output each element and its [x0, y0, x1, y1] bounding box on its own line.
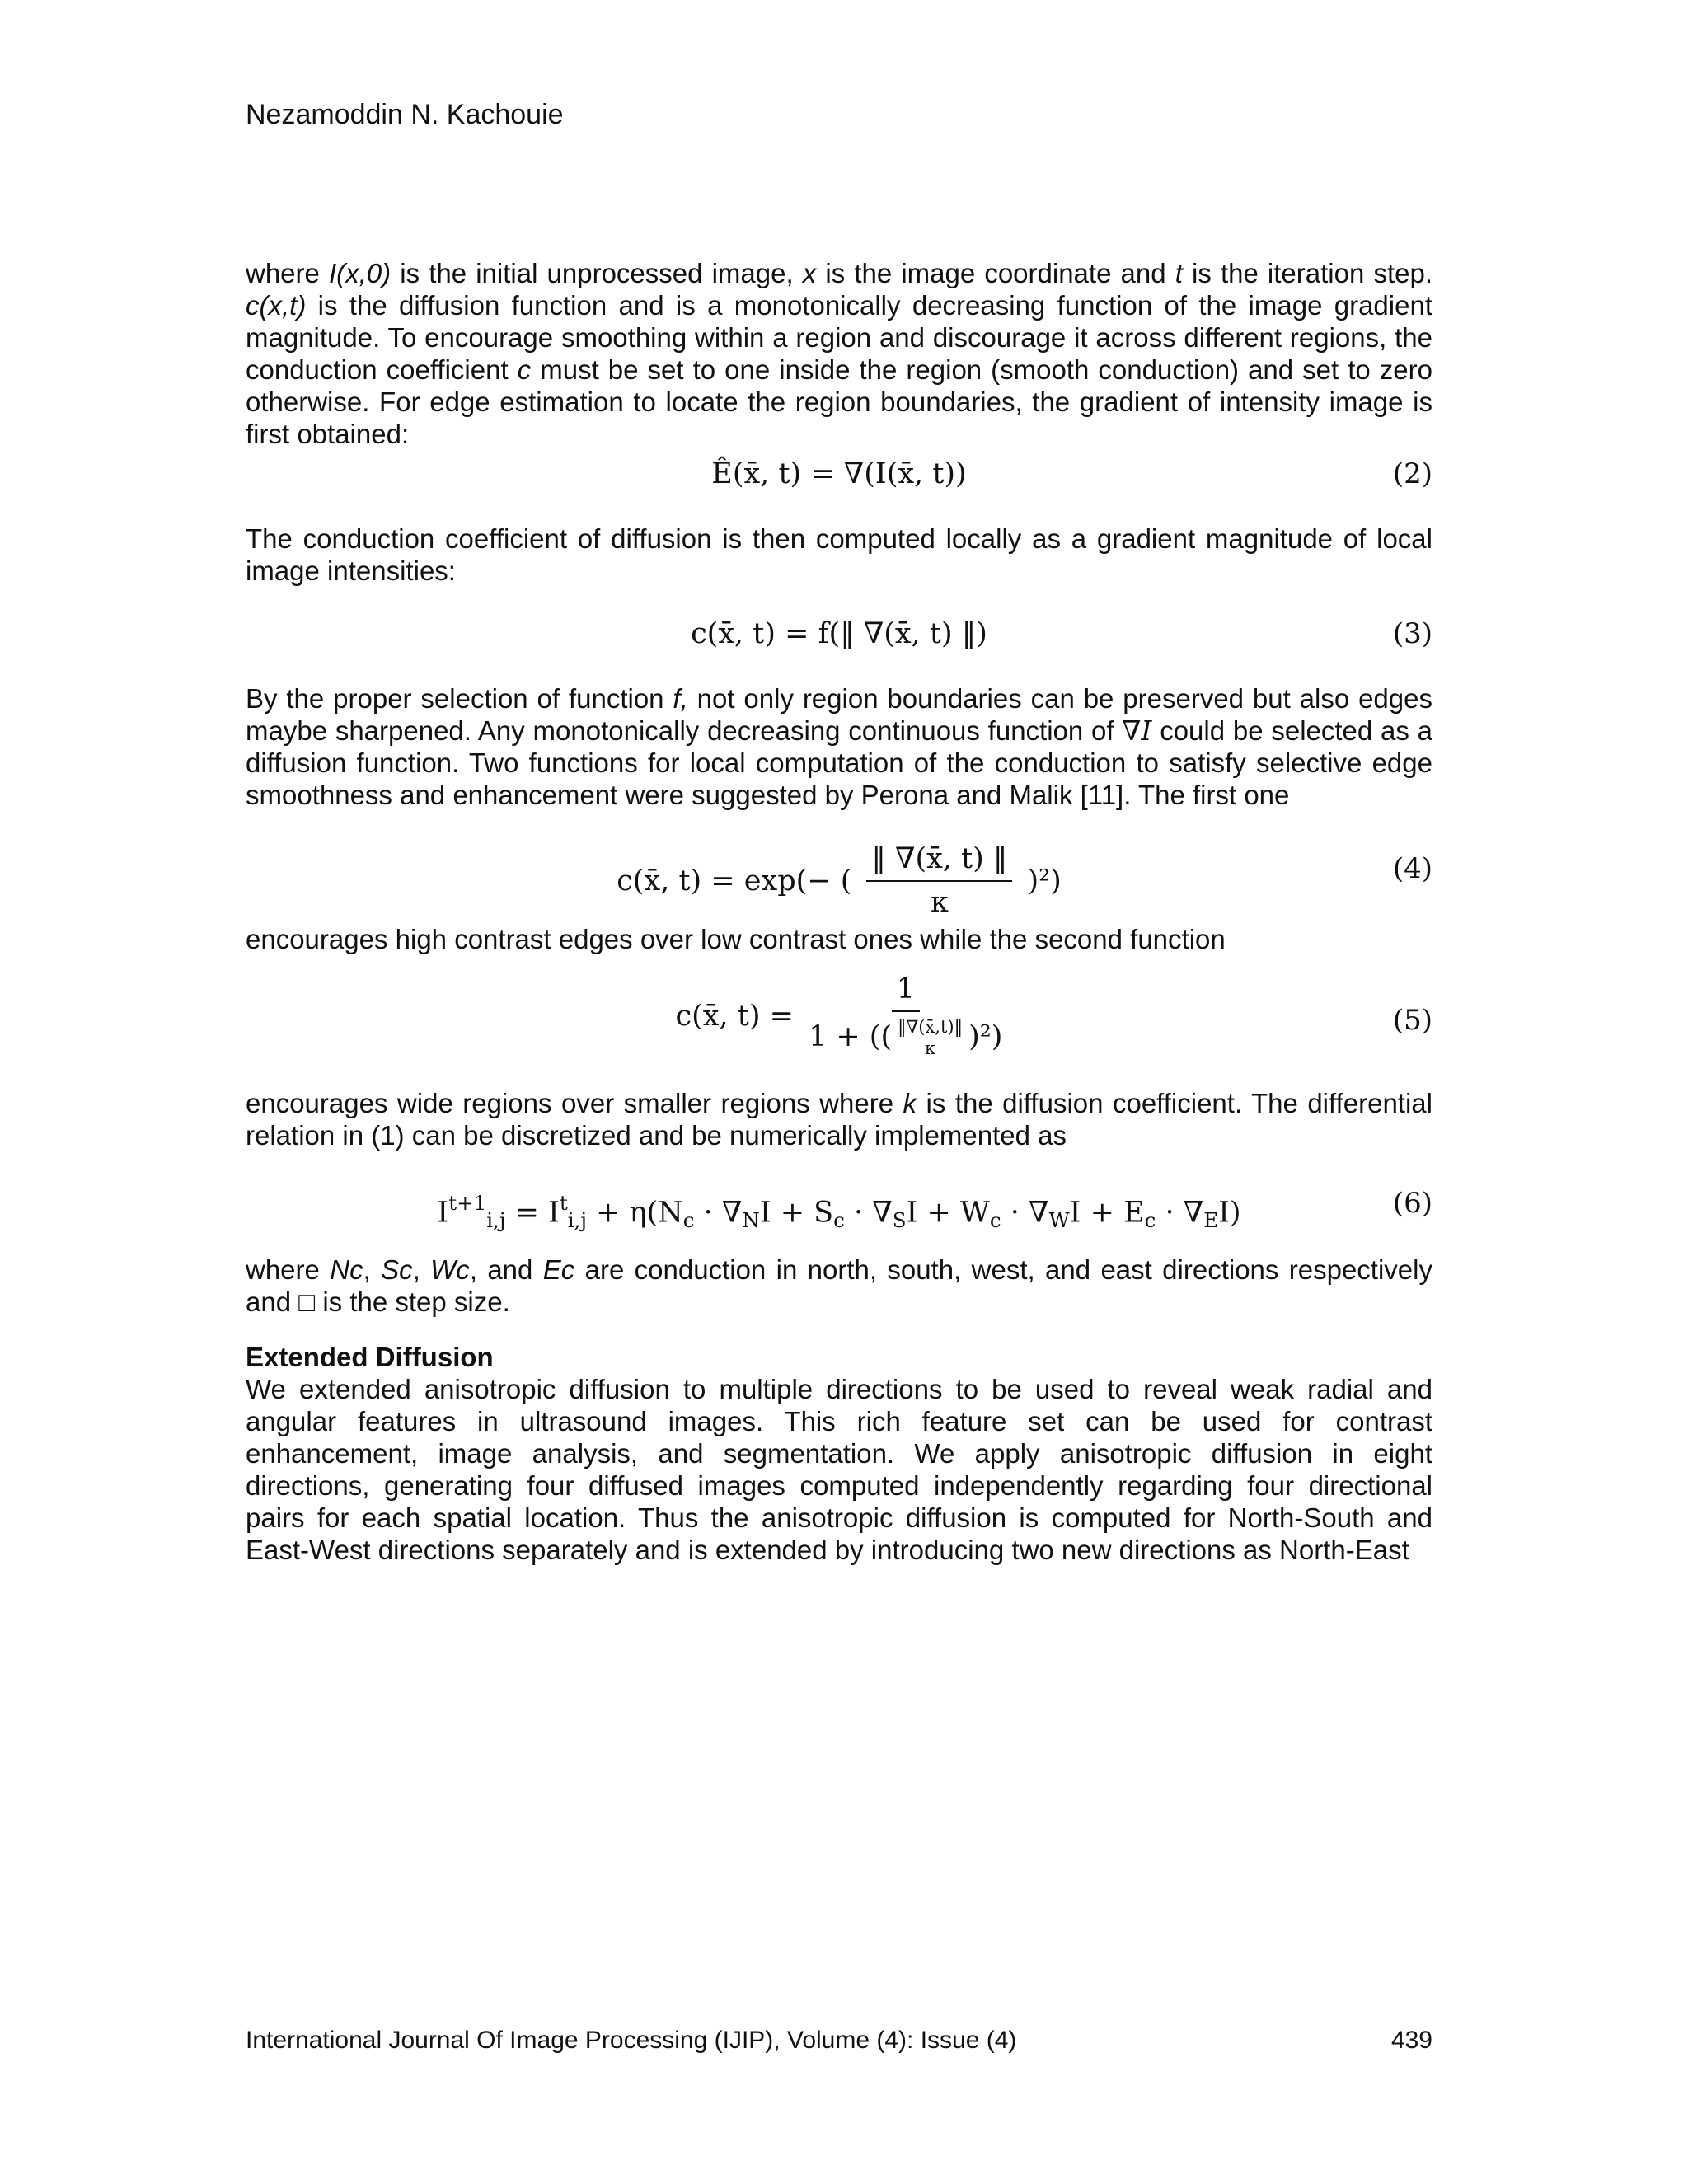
equation-2: Ê(x̄, t) = ∇(I(x̄, t)): [711, 457, 967, 490]
text-run: are conduction in north, south, west, and east directions respectively and: [246, 1254, 1432, 1317]
equation-part: · ∇: [1156, 1196, 1204, 1230]
equation-number: (5): [1392, 1004, 1432, 1037]
paragraph-directions: [246, 1254, 1432, 1318]
equation-part: c(x̄, t) =: [675, 1000, 794, 1033]
equation-3-row: [246, 610, 1432, 658]
fraction: [808, 972, 1003, 1058]
math-inline: c(x,t): [246, 290, 307, 321]
text-run: By the proper selection of function: [246, 683, 673, 714]
superscript: t: [559, 1191, 568, 1215]
small-fraction: [895, 1019, 965, 1057]
subscript: c: [989, 1207, 1001, 1232]
journal-footer: International Journal Of Image Processing (IJIP), Volume (4): Issue (4): [246, 2027, 1017, 2054]
equation-part: I + W: [906, 1196, 990, 1230]
equation-number: (4): [1392, 852, 1432, 885]
page-number: 439: [1390, 2027, 1432, 2054]
text-run: , and: [469, 1254, 543, 1285]
fraction-numerator: ‖ ∇(x̄, t) ‖: [866, 845, 1012, 882]
math-inline: x: [802, 258, 817, 288]
fraction-denominator: [809, 1012, 1003, 1057]
equation-4-row: [246, 831, 1432, 919]
equation-number: (3): [1392, 617, 1432, 650]
author-header: Nezamoddin N. Kachouie: [246, 99, 564, 130]
math-inline: k: [903, 1088, 917, 1118]
text-run: is the step size.: [315, 1286, 510, 1317]
math-inline: Wc: [430, 1254, 470, 1285]
fraction-denominator: κ: [930, 886, 949, 919]
paragraph-second-function: [246, 1087, 1432, 1151]
equation-part: 1 + ((: [808, 1020, 893, 1053]
subscript: c: [833, 1207, 845, 1232]
equation-part: · ∇: [1001, 1196, 1049, 1230]
equation-part: + η(N: [586, 1196, 683, 1230]
paragraph-conduction: The conduction coefficient of diffusion is then computed locally as a gradient magnitude of local image intensities:: [246, 523, 1432, 586]
superscript: t+1: [448, 1191, 487, 1215]
text-run: is the diffusion function and is a monotonically decreasing function of the image gradient magnitude. To encourage smoothing within a region and discourage it across different regions, the conduction coefficient: [246, 290, 1432, 385]
main-content: [246, 257, 1432, 1566]
subscript: c: [682, 1207, 695, 1232]
equation-part: · ∇: [694, 1196, 743, 1230]
text-run: not only region boundaries can be preserved but also edges maybe sharpened. Any monotonically decreasing continuous function of: [246, 683, 1432, 746]
text-run: where: [246, 258, 329, 288]
equation-3: c(x̄, t) = f(‖ ∇(x̄, t) ‖): [691, 617, 987, 650]
paragraph-intro: [246, 257, 1432, 450]
text-run: ,: [363, 1254, 382, 1285]
equation-part: = I: [505, 1196, 560, 1230]
text-run: is the image coordinate and: [816, 258, 1175, 288]
equation-6: [246, 1179, 1432, 1244]
paragraph-function-selection: [246, 682, 1432, 811]
missing-glyph: □: [298, 1286, 316, 1317]
subscript: N: [742, 1207, 760, 1232]
subscript: S: [892, 1207, 907, 1232]
equation-5: [246, 972, 1432, 1058]
equation-number: (6): [1392, 1187, 1432, 1220]
math-inline: t: [1175, 258, 1183, 288]
text-run: ,: [412, 1254, 431, 1285]
text-run: is the diffusion coefficient. The differential relation in (1) can be discretized and be numerically implemented as: [246, 1088, 1432, 1151]
fraction-numerator: 1: [892, 975, 920, 1012]
fraction: [866, 842, 1012, 919]
text-run: is the iteration step.: [1182, 258, 1432, 288]
text-run: must be set to one inside the region (smooth conduction) and set to zero otherwise. For edge estimation to locate the region boundaries, the gradient of intensity image is first obtained:: [246, 354, 1432, 449]
math-inline: c: [517, 354, 532, 385]
equation-6-row: [246, 1179, 1432, 1232]
equation-part: )²): [968, 1020, 1003, 1053]
math-inline: Ec: [542, 1254, 575, 1285]
equation-part: I): [1218, 1196, 1241, 1230]
paragraph-extended-diffusion: We extended anisotropic diffusion to multiple directions to be used to reveal weak radial and angular features in ultrasound images. This rich feature set can be used for contrast enhancement, image analysis, and segmentation. We apply anisotropic diffusion in eight directions, generating four diffused images computed independently regarding four directional pairs for each spatial location. Thus the anisotropic diffusion is computed for North-South and East-West directions separately and is extended by introducing two new directions as North-East: [246, 1374, 1432, 1565]
equation-part: c(x̄, t) = exp(− (: [617, 865, 852, 898]
equation-5-row: [246, 972, 1432, 1071]
text-run: encourages wide regions over smaller regions where: [246, 1088, 903, 1118]
small-fraction-numerator: ‖∇(x̄,t)‖: [895, 1019, 965, 1038]
text-run: is the initial unprocessed image,: [391, 258, 803, 288]
small-fraction-denominator: κ: [925, 1038, 936, 1058]
math-inline: f,: [673, 683, 688, 714]
text-run: where: [246, 1254, 331, 1285]
gradient-symbol: ∇I: [1122, 715, 1152, 747]
subscript: i,j: [567, 1207, 587, 1232]
math-inline: I(x,0): [329, 258, 392, 288]
equation-number: (2): [1392, 457, 1432, 490]
equation-4: [246, 842, 1432, 919]
subscript: W: [1048, 1207, 1070, 1232]
math-inline: Nc: [330, 1254, 363, 1285]
subscript: i,j: [486, 1207, 506, 1232]
equation-part: )²): [1027, 865, 1062, 898]
math-inline: Sc: [381, 1254, 413, 1285]
subscript: E: [1203, 1207, 1219, 1232]
equation-2-row: [246, 450, 1432, 498]
paragraph-first-function: encourages high contrast edges over low contrast ones while the second function: [246, 924, 1226, 954]
equation-part: I + S: [759, 1196, 834, 1230]
equation-part: · ∇: [844, 1196, 893, 1230]
subscript: c: [1144, 1207, 1156, 1232]
equation-part: I + E: [1069, 1196, 1145, 1230]
equation-part: I: [437, 1196, 449, 1230]
section-heading: Extended Diffusion: [246, 1342, 494, 1372]
text-run: could be selected as a diffusion function. Two functions for local computation of the conduction to satisfy selective edge smoothness and enhancement were suggested by Perona and Malik [11]. The first one: [246, 715, 1433, 810]
